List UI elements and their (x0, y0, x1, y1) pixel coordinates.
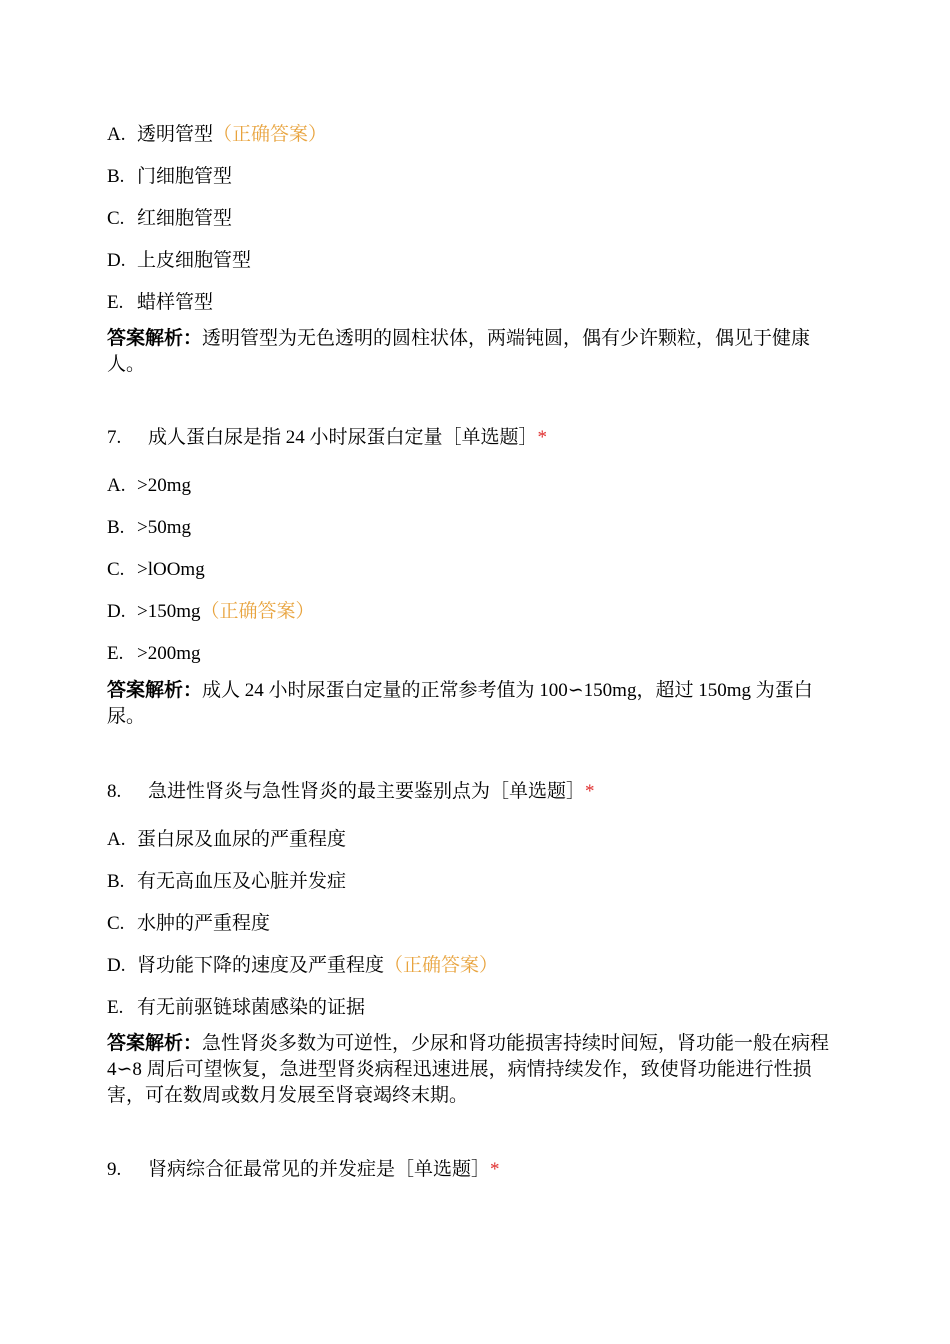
q7-option-a[interactable] (107, 473, 191, 499)
correct-answer-mark: （正确答案） (213, 124, 328, 145)
option-letter: B. (107, 166, 125, 187)
option-text: >150mg (137, 601, 201, 622)
option-text: 水肿的严重程度 (137, 913, 271, 934)
question-text: 成人蛋白尿是指 24 小时尿蛋白定量［单选题］ (148, 427, 538, 448)
option-letter: B. (107, 517, 125, 538)
q8-analysis (107, 1031, 842, 1109)
analysis-label: 答案解析： (107, 328, 203, 349)
option-text: 透明管型 (137, 124, 214, 145)
required-mark: * (585, 781, 595, 802)
option-letter: A. (107, 829, 126, 850)
q7-option-b[interactable] (107, 515, 191, 541)
q6-option-d[interactable] (107, 248, 251, 274)
question-number: 7. (107, 427, 122, 448)
option-letter: C. (107, 208, 125, 229)
q9-question (107, 1157, 500, 1183)
q7-analysis (107, 678, 842, 730)
option-text: 肾功能下降的速度及严重程度 (137, 955, 385, 976)
option-text: >lOOmg (137, 559, 205, 580)
q8-option-d[interactable] (107, 953, 498, 979)
option-text: 蜡样管型 (137, 292, 214, 313)
q8-question (107, 779, 595, 805)
option-letter: D. (107, 601, 126, 622)
q6-analysis (107, 326, 842, 378)
option-letter: A. (107, 124, 126, 145)
analysis-label: 答案解析： (107, 1033, 203, 1054)
option-letter: E. (107, 292, 124, 313)
option-text: >200mg (137, 643, 201, 664)
correct-answer-mark: （正确答案） (384, 955, 499, 976)
option-text: 蛋白尿及血尿的严重程度 (137, 829, 347, 850)
question-text: 急进性肾炎与急性肾炎的最主要鉴别点为［单选题］ (148, 781, 586, 802)
option-letter: D. (107, 955, 126, 976)
option-text: >50mg (137, 517, 191, 538)
q6-option-a[interactable] (107, 122, 327, 148)
option-letter: C. (107, 559, 125, 580)
question-number: 9. (107, 1159, 122, 1180)
question-number: 8. (107, 781, 122, 802)
q7-option-c[interactable] (107, 557, 205, 583)
option-text: 上皮细胞管型 (137, 250, 252, 271)
q8-option-e[interactable] (107, 995, 365, 1021)
analysis-text: 急性肾炎多数为可逆性，少尿和肾功能损害持续时间短，肾功能一般在病程 4∽8 周后可望恢复，急进型肾炎病程迅速进展，病情持续发作，致使肾功能进行性损害，可在数周或数月发展至肾衰竭终末期。 (107, 1033, 830, 1106)
q6-option-e[interactable] (107, 290, 213, 316)
q8-option-b[interactable] (107, 869, 346, 895)
question-text: 肾病综合征最常见的并发症是［单选题］ (148, 1159, 491, 1180)
q8-option-c[interactable] (107, 911, 270, 937)
option-letter: C. (107, 913, 125, 934)
analysis-text: 透明管型为无色透明的圆柱状体，两端钝圆，偶有少许颗粒，偶见于健康人。 (107, 328, 811, 375)
q6-option-b[interactable] (107, 164, 232, 190)
correct-answer-mark: （正确答案） (200, 601, 315, 622)
required-mark: * (490, 1159, 500, 1180)
analysis-text: 成人 24 小时尿蛋白定量的正常参考值为 100∽150mg，超过 150mg 为蛋白尿。 (107, 680, 813, 727)
option-letter: E. (107, 643, 124, 664)
option-letter: E. (107, 997, 124, 1018)
required-mark: * (537, 427, 548, 448)
option-letter: A. (107, 475, 126, 496)
q7-option-e[interactable] (107, 641, 201, 667)
option-text: >20mg (137, 475, 191, 496)
option-text: 门细胞管型 (137, 166, 233, 187)
analysis-label: 答案解析： (107, 680, 203, 701)
option-letter: B. (107, 871, 125, 892)
option-text: 有无前驱链球菌感染的证据 (137, 997, 366, 1018)
q8-option-a[interactable] (107, 827, 346, 853)
option-letter: D. (107, 250, 126, 271)
q7-question (107, 425, 547, 451)
q6-option-c[interactable] (107, 206, 232, 232)
option-text: 红细胞管型 (137, 208, 233, 229)
option-text: 有无高血压及心脏并发症 (137, 871, 347, 892)
q7-option-d[interactable] (107, 599, 315, 625)
